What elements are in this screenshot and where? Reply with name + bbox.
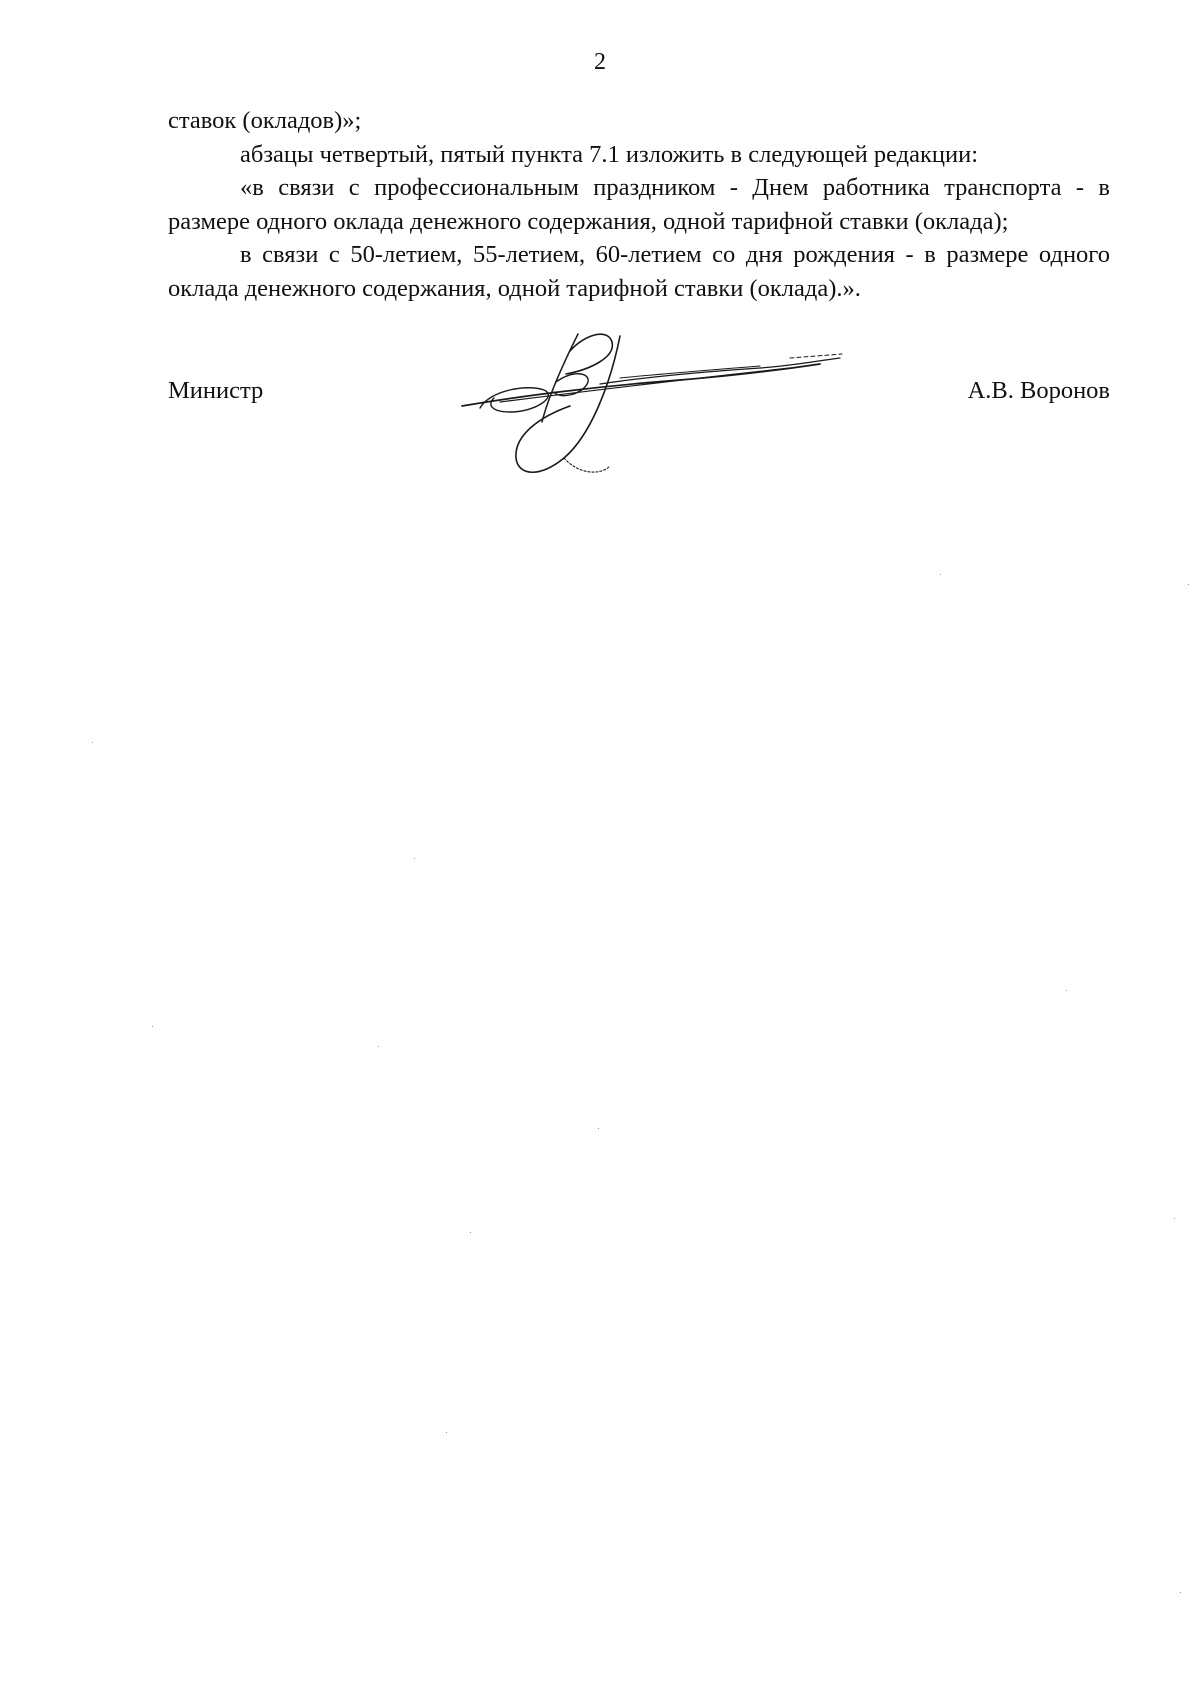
- scan-speck: [414, 858, 415, 859]
- paragraph-amendment-intro: абзацы четвертый, пятый пункта 7.1 изложить в следующей редакции:: [240, 140, 979, 168]
- scan-speck: [1066, 990, 1067, 991]
- scan-speck: [1174, 1218, 1175, 1219]
- paragraph-anniversary: в связи с 50-летием, 55-летием, 60-летием со дня рождения - в размере одного оклада денежного содержания, одной тарифной ставки (оклада).».: [168, 241, 1110, 302]
- scan-speck: [470, 1232, 471, 1233]
- scan-speck: [1180, 1592, 1181, 1593]
- scan-speck: [940, 574, 941, 575]
- handwritten-signature-icon: [460, 326, 930, 516]
- scan-speck: [92, 742, 93, 743]
- scan-speck: [598, 1128, 599, 1129]
- paragraph-continuation: ставок (окладов)»;: [168, 107, 362, 134]
- scan-speck: [446, 1432, 447, 1433]
- signer-position: Министр: [168, 377, 264, 404]
- scan-speck: [152, 1026, 153, 1027]
- page-number: 2: [594, 49, 606, 75]
- signer-name: А.В. Воронов: [967, 377, 1110, 404]
- paragraph-transport-day: «в связи с профессиональным праздником - Днем работника транспорта - в размере одного оклада денежного содержания, одной тарифной ставки (оклада);: [168, 174, 1110, 235]
- scan-speck: [1188, 584, 1189, 585]
- scan-speck: [378, 1046, 379, 1047]
- document-body: [168, 104, 1110, 306]
